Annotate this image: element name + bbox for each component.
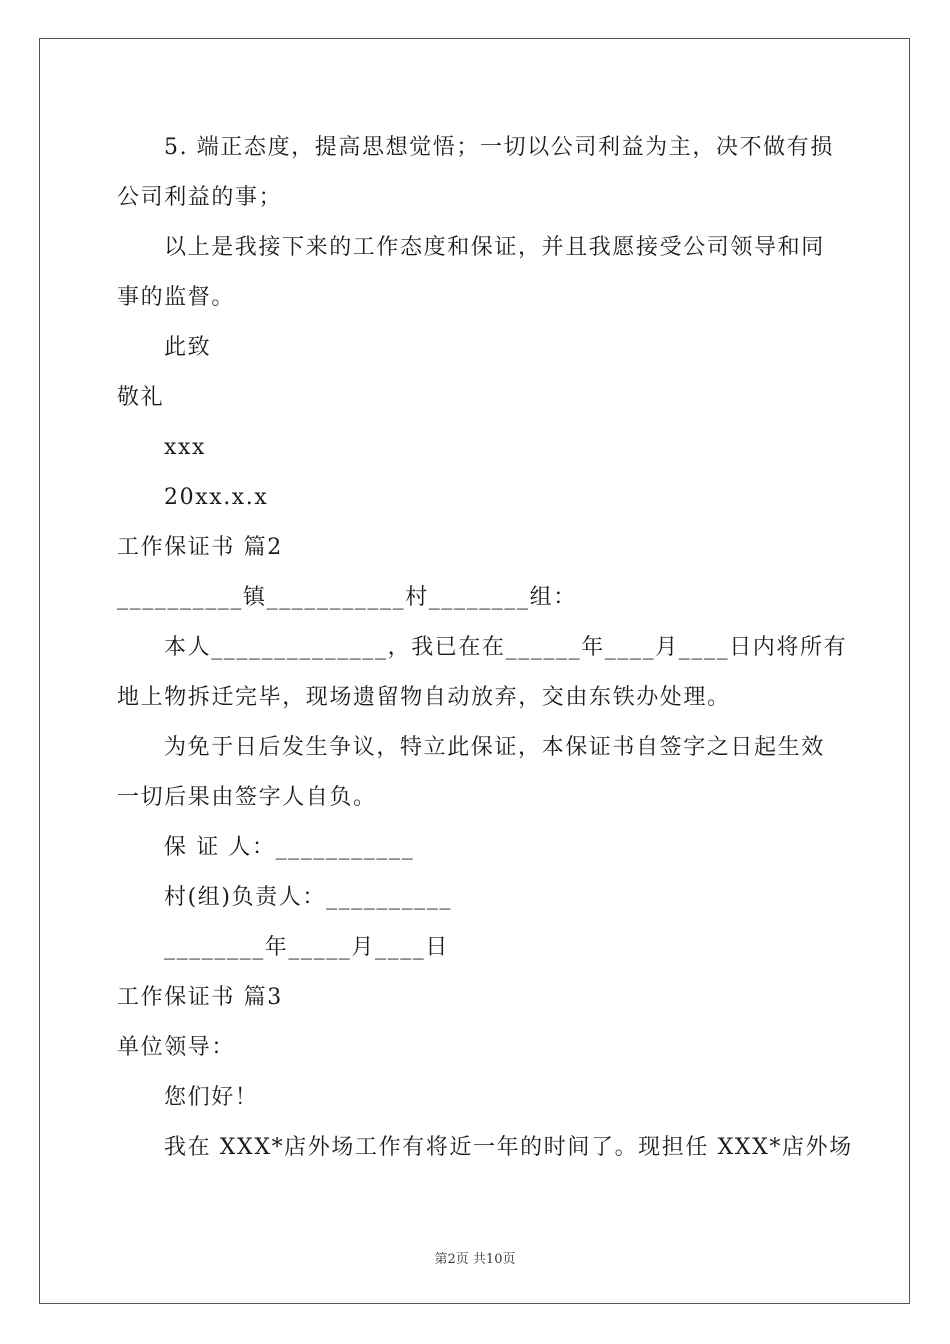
paragraph-line: 5. 端正态度，提高思想觉悟；一切以公司利益为主，决不做有损 bbox=[164, 135, 834, 160]
paragraph-line: 本人______________，我已在在______年____月____日内将所有 bbox=[164, 635, 848, 660]
paragraph-line: 我在 XXX*店外场工作有将近一年的时间了。现担任 XXX*店外场 bbox=[164, 1135, 853, 1160]
paragraph-line: 以上是我接下来的工作态度和保证，并且我愿接受公司领导和同 bbox=[164, 235, 825, 260]
document-body bbox=[117, 123, 853, 1173]
signature-date: 20xx.x.x bbox=[164, 485, 269, 510]
recipient-line: 单位领导： bbox=[117, 1035, 236, 1060]
page-number: 第2页 共10页 bbox=[434, 1252, 516, 1267]
address-line: __________镇___________村________组： bbox=[117, 585, 577, 610]
paragraph-line: 地上物拆迁完毕，现场遗留物自动放弃，交由东铁办处理。 bbox=[117, 685, 731, 710]
paragraph-line: 为免于日后发生争议，特立此保证，本保证书自签字之日起生效 bbox=[164, 735, 825, 760]
guarantor-field: 保 证 人：___________ bbox=[164, 835, 415, 860]
closing-regards: 敬礼 bbox=[117, 385, 165, 410]
section-heading: 工作保证书 篇2 bbox=[117, 535, 283, 560]
village-leader-field: 村(组)负责人：__________ bbox=[164, 885, 452, 910]
paragraph-line: 公司利益的事； bbox=[117, 185, 283, 210]
closing-salutation: 此致 bbox=[164, 335, 212, 360]
date-field: ________年_____月____日 bbox=[164, 935, 450, 960]
signature-name: xxx bbox=[164, 435, 207, 460]
paragraph-line: 事的监督。 bbox=[117, 285, 236, 310]
greeting-line: 您们好！ bbox=[164, 1085, 259, 1110]
paragraph-line: 一切后果由签字人自负。 bbox=[117, 785, 377, 810]
section-heading: 工作保证书 篇3 bbox=[117, 985, 283, 1010]
